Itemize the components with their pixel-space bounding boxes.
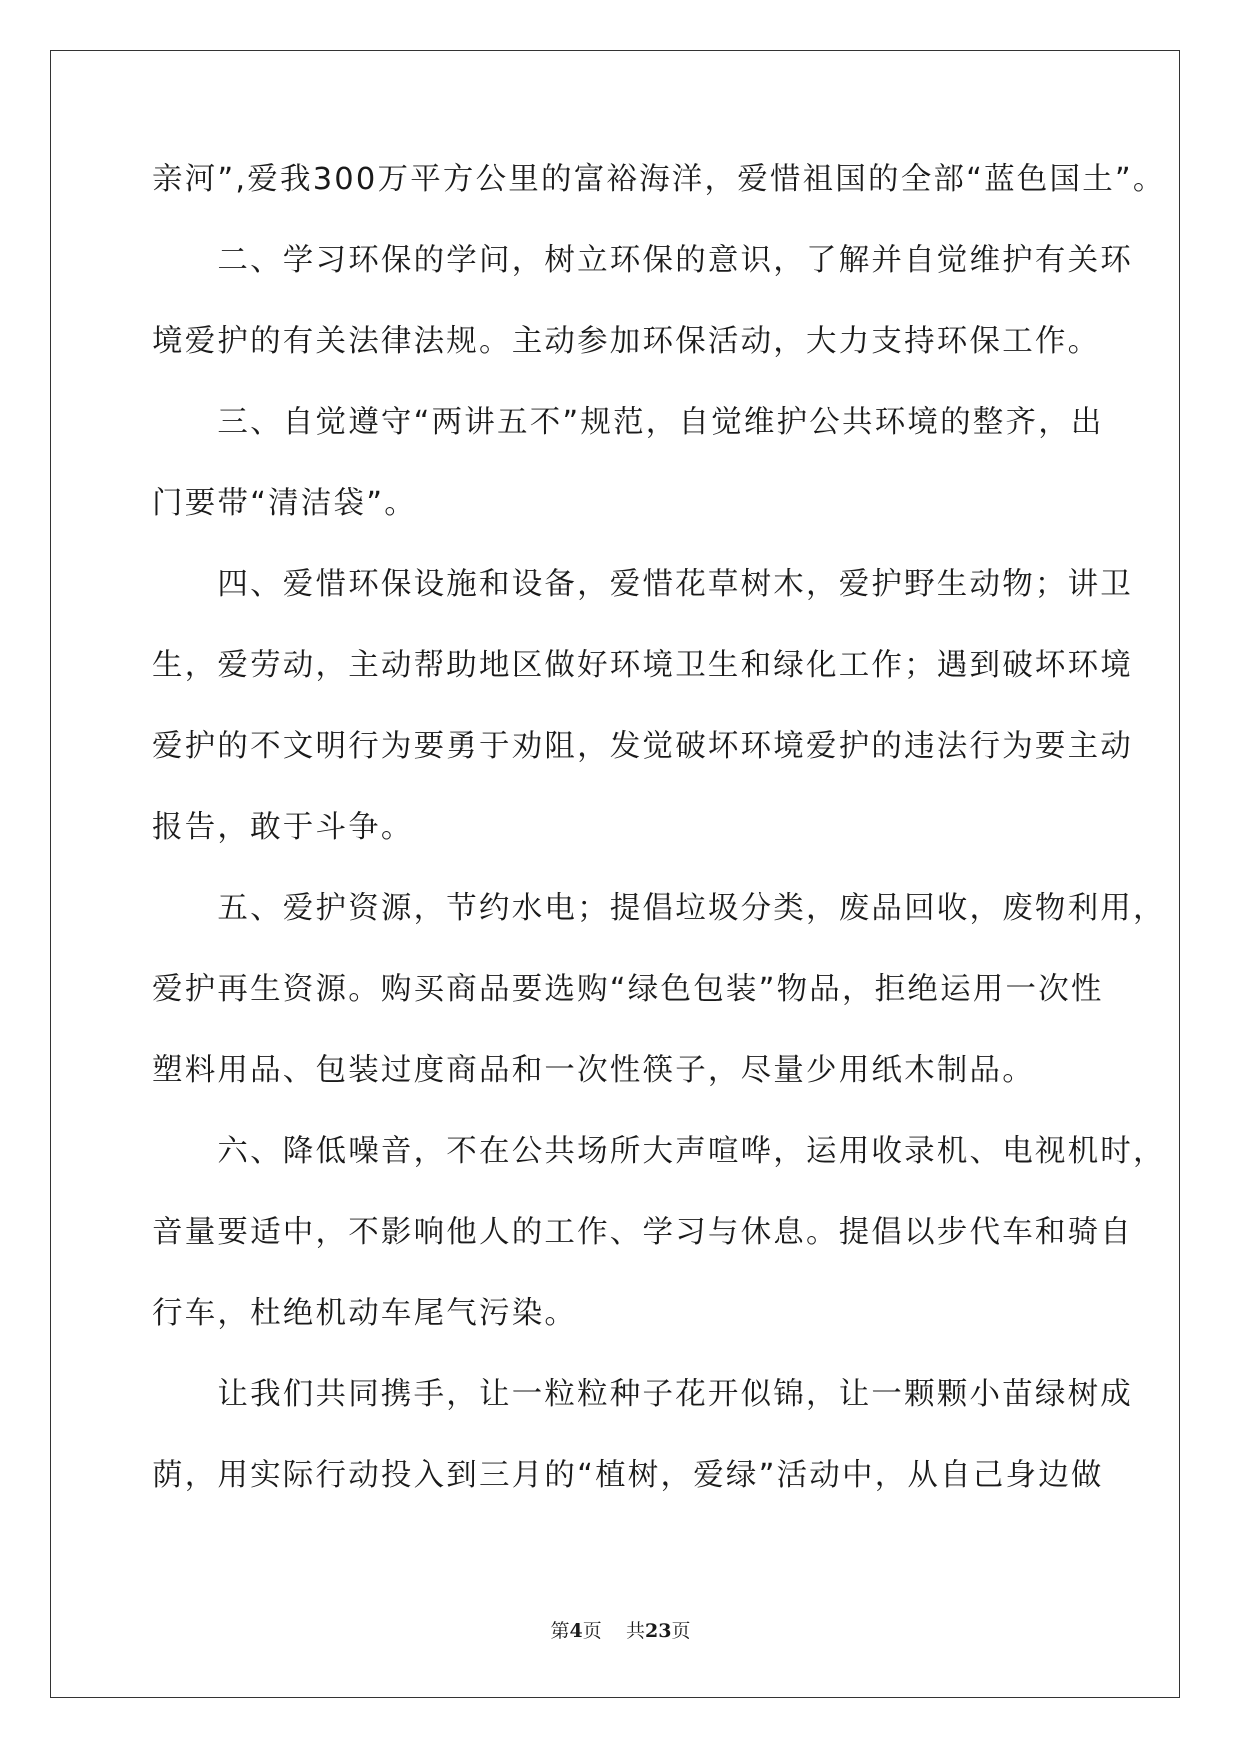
text-line: 生，爱劳动，主动帮助地区做好环境卫生和绿化工作；遇到破坏环境	[152, 648, 1133, 683]
text-line: 五、爱护资源，节约水电；提倡垃圾分类，废品回收，废物利用，	[152, 891, 1166, 926]
text-line: 二、学习环保的学问，树立环保的意识，了解并自觉维护有关环	[152, 243, 1133, 278]
text-line: 四、爱惜环保设施和设备，爱惜花草树木，爱护野生动物；讲卫	[152, 567, 1133, 602]
text-line: 让我们共同携手，让一粒粒种子花开似锦，让一颗颗小苗绿树成	[152, 1377, 1133, 1412]
text-line: 音量要适中，不影响他人的工作、学习与休息。提倡以步代车和骑自	[152, 1215, 1133, 1250]
text-line: 塑料用品、包装过度商品和一次性筷子，尽量少用纸木制品。	[152, 1053, 1035, 1088]
text-line: 爱护的不文明行为要勇于劝阻，发觉破坏环境爱护的违法行为要主动	[152, 729, 1133, 764]
text-line: 六、降低噪音，不在公共场所大声喧哗，运用收录机、电视机时，	[152, 1134, 1166, 1169]
total-suffix: 页	[671, 1620, 691, 1642]
text-line: 报告，敢于斗争。	[152, 810, 414, 845]
text-line: 三、自觉遵守“两讲五不”规范，自觉维护公共环境的整齐，出	[152, 405, 1104, 440]
page-footer	[0, 1619, 1241, 1643]
text-line: 荫，用实际行动投入到三月的“植树，爱绿”活动中，从自己身边做	[152, 1458, 1104, 1493]
page-number: 4	[569, 1620, 583, 1642]
text-line: 境爱护的有关法律法规。主动参加环保活动，大力支持环保工作。	[152, 324, 1101, 359]
text-line: 门要带“清洁袋”。	[152, 486, 417, 521]
total-prefix: 共	[625, 1620, 645, 1642]
page-suffix: 页	[582, 1620, 602, 1642]
text-line: 行车，杜绝机动车尾气污染。	[152, 1296, 578, 1331]
text-line: 爱护再生资源。购买商品要选购“绿色包装”物品，拒绝运用一次性	[152, 972, 1104, 1007]
text-line: 亲河”,爱我300万平方公里的富裕海洋，爱惜祖国的全部“蓝色国土”。	[152, 162, 1166, 197]
page-border	[50, 50, 1180, 1698]
page-prefix: 第	[550, 1620, 570, 1642]
total-pages: 23	[644, 1620, 672, 1642]
